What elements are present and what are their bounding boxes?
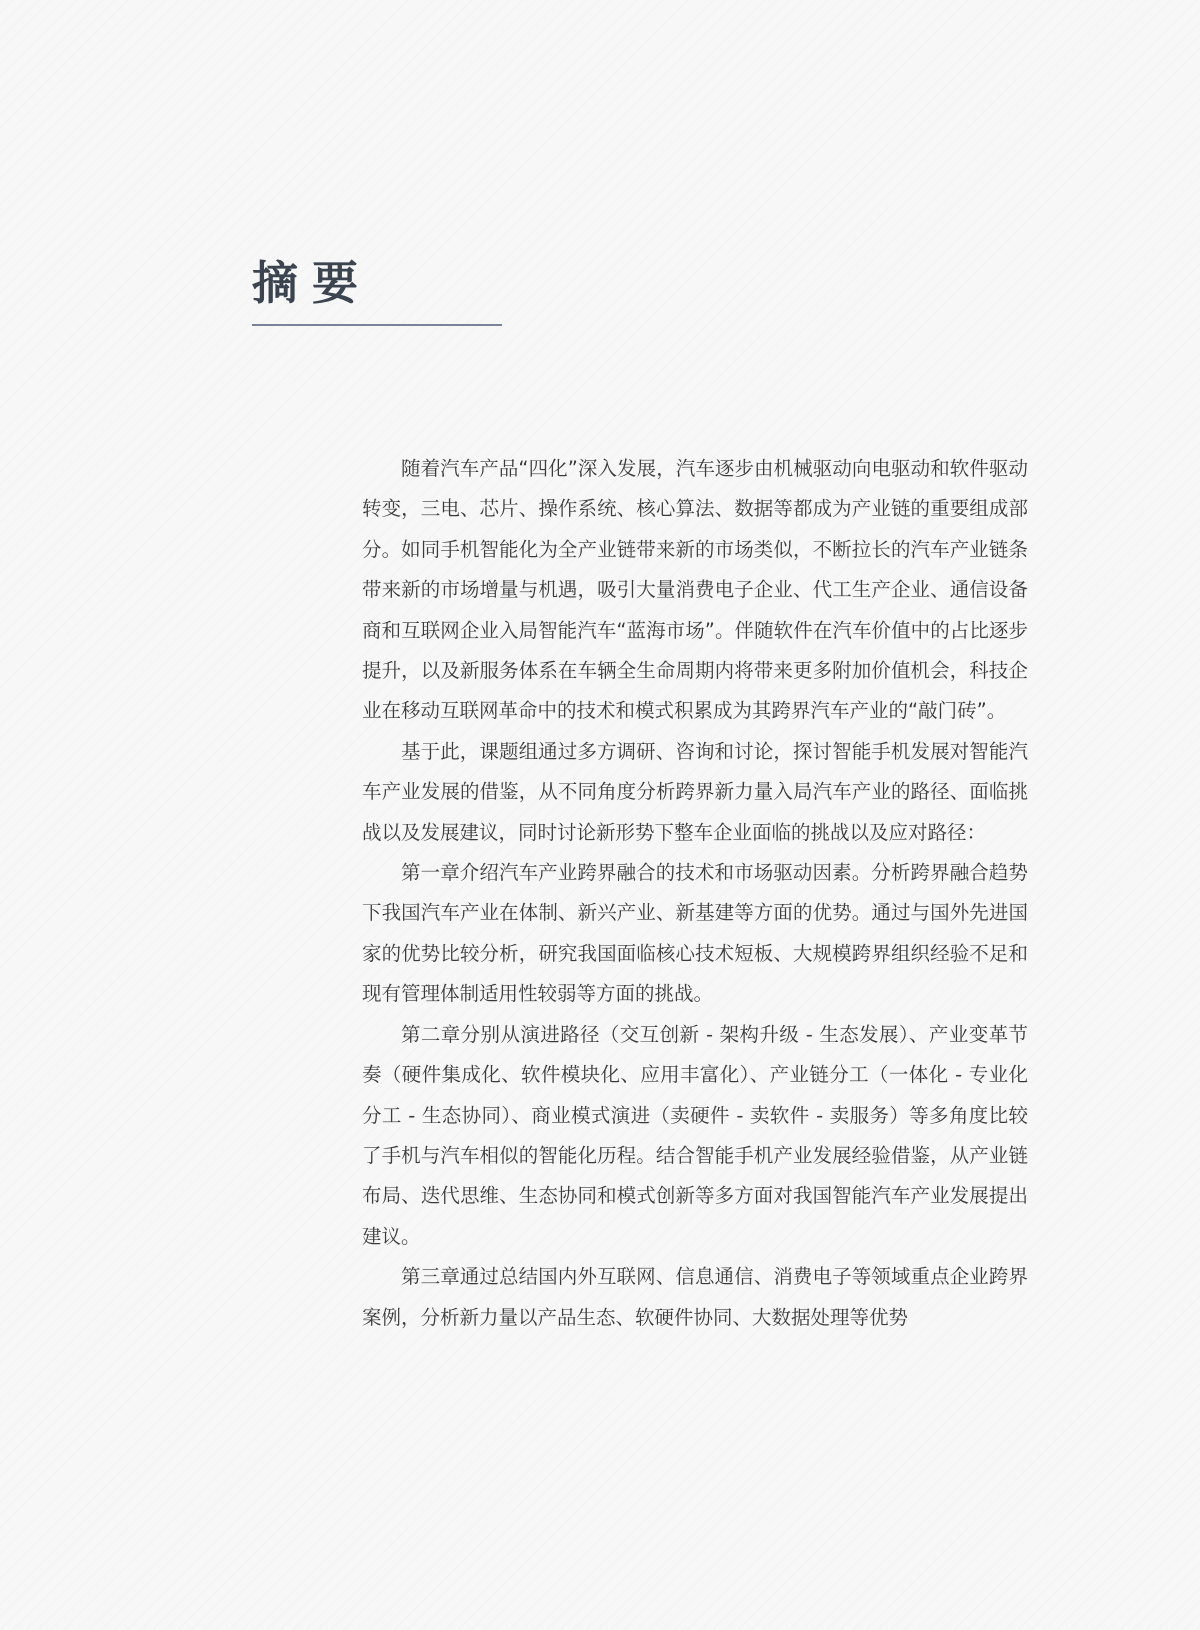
paragraph: 第一章介绍汽车产业跨界融合的技术和市场驱动因素。分析跨界融合趋势下我国汽车产业在体制、新兴产业、新基建等方面的优势。通过与国外先进国家的优势比较分析，研究我国面临核心技术短板、大规模跨界组织经验不足和现有管理体制适用性较弱等方面的挑战。 <box>362 861 1028 1006</box>
paragraph: 第二章分别从演进路径（交互创新 - 架构升级 - 生态发展）、产业变革节奏（硬件集成化、软件模块化、应用丰富化）、产业链分工（一体化 - 专业化分工 - 生态协同）、商业模式演进（卖硬件 - 卖软件 - 卖服务）等多角度比较了手机与汽车相似的智能化历程。结合智能手机产业发展经验借鉴，从产业链布局、迭代思维、生态协同和模式创新等多方面对我国智能汽车产业发展提出建议。 <box>362 1022 1028 1248</box>
paragraph: 随着汽车产品“四化”深入发展，汽车逐步由机械驱动向电驱动和软件驱动转变，三电、芯片、操作系统、核心算法、数据等都成为产业链的重要组成部分。如同手机智能化为全产业链带来新的市场类似，不断拉长的汽车产业链条带来新的市场增量与机遇，吸引大量消费电子企业、代工生产企业、通信设备商和互联网企业入局智能汽车“蓝海市场”。伴随软件在汽车价值中的占比逐步提升，以及新服务体系在车辆全生命周期内将带来更多附加价值机会，科技企业在移动互联网革命中的技术和模式积累成为其跨界汽车产业的“敲门砖”。 <box>362 457 1028 723</box>
title-underline <box>252 324 502 326</box>
paragraph: 第三章通过总结国内外互联网、信息通信、消费电子等领域重点企业跨界案例，分析新力量以产品生态、软硬件协同、大数据处理等优势 <box>362 1265 1028 1329</box>
paragraph: 基于此，课题组通过多方调研、咨询和讨论，探讨智能手机发展对智能汽车产业发展的借鉴，从不同角度分析跨界新力量入局汽车产业的路径、面临挑战以及发展建议，同时讨论新形势下整车企业面临的挑战以及应对路径： <box>362 739 1028 844</box>
abstract-body <box>362 449 1028 1338</box>
page-title: 摘要 <box>252 256 372 310</box>
